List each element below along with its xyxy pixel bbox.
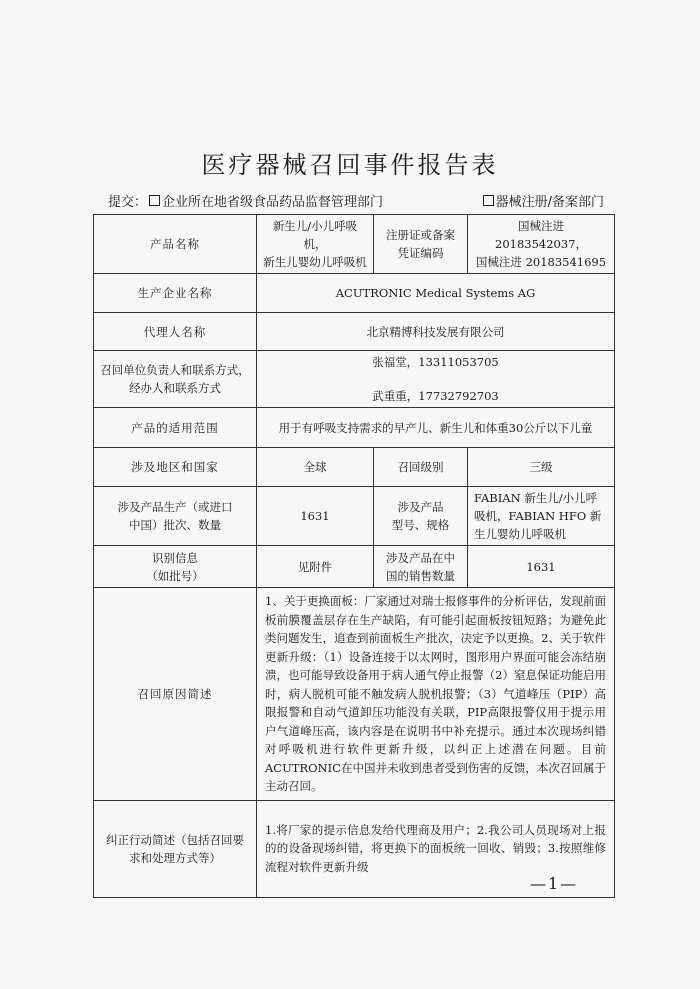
manufacturer-value: ACUTRONIC Medical Systems AG [257,274,615,313]
page-number: —1— [530,874,579,893]
product-name-label: 产品名称 [94,215,257,274]
model-value: FABIAN 新生儿/小儿呼吸机，FABIAN HFO 新生儿婴幼儿呼吸机 [468,487,615,546]
region-value: 全球 [257,448,374,487]
table-row [94,313,615,351]
manufacturer-label: 生产企业名称 [94,274,257,313]
submit-label: 提交： [108,195,148,210]
table-row [94,448,615,487]
contacts-value [257,351,615,408]
recall-report-table [93,214,615,898]
recall-level-value: 三级 [468,448,615,487]
corrective-label: 纠正行动简述（包括召回要 求和处理方式等） [94,800,257,897]
submit-left [108,191,383,210]
contact-2: 武重重，17732792703 [372,389,499,403]
registration-label: 注册证或备案 凭证编码 [374,215,468,274]
submit-right [481,191,608,210]
registration-value: 国械注进 20183542037， 国械注进 20183541695 [468,215,615,274]
page-title: 医疗器械召回事件报告表 [201,151,499,179]
scope-label: 产品的适用范围 [94,408,257,448]
table-row [94,351,615,408]
contact-1: 张福堂，13311053705 [372,355,499,369]
contacts-label: 召回单位负责人和联系方式， 经办人和联系方式 [94,351,257,408]
option-provincial-label: 企业所在地省级食品药品监督管理部门 [162,195,384,210]
table-row [94,546,615,588]
reason-value: 1、关于更换面板：厂家通过对瑞士报修事件的分析评估，发现前面板前膜覆盖层存在生产缺陷，有可能引起面板按钮短路；为避免此类问题发生，追查到前面板生产批次，决定予以更换。2、关于软件更新升级：（1）设备连接于以太网时，图形用户界面可能会冻结崩溃，也可能导致设备用于病人通气停止报警（2）窒息保证功能启用时，病人脱机可能不触发病人脱机报警；（3）气道峰压（PIP）高限报警和自动气道卸压功能没有关联，PIP高限报警仅用于提示用户气道峰压高，该内容是在说明书中补充提示。通过本次现场纠错对呼吸机进行软件更新升级，以纠正上述潜在问题。目前ACUTRONIC在中国并未收到患者受到伤害的反馈，本次召回属于主动召回。 [257,588,615,801]
product-name-value: 新生儿/小儿呼吸机， 新生儿婴幼儿呼吸机 [257,215,374,274]
corrective-value: 1.将厂家的提示信息发给代理商及用户；2.我公司人员现场对上报的的设备现场纠错，将更换下的面板统一回收、销毁；3.按照维修流程对软件更新升级 [257,800,615,897]
table-row [94,588,615,801]
sales-label: 涉及产品在中 国的销售数量 [374,546,468,588]
recall-level-label: 召回级别 [374,448,468,487]
table-row [94,215,615,274]
reason-label: 召回原因简述 [94,588,257,801]
batch-label: 涉及产品生产（或进口 中国）批次、数量 [94,487,257,546]
checkbox-registration[interactable] [483,195,494,206]
checkbox-provincial[interactable] [149,195,160,206]
table-row [94,408,615,448]
model-label: 涉及产品 型号、规格 [374,487,468,546]
identification-label: 识别信息 （如批号） [94,546,257,588]
option-registration-label: 器械注册/备案部门 [495,195,604,210]
agent-value: 北京精博科技发展有限公司 [257,313,615,351]
table-row [94,274,615,313]
agent-label: 代理人名称 [94,313,257,351]
scope-value: 用于有呼吸支持需求的早产儿、新生儿和体重30公斤以下儿童 [257,408,615,448]
table-row [94,487,615,546]
submit-row [108,191,608,210]
region-label: 涉及地区和国家 [94,448,257,487]
batch-value: 1631 [257,487,374,546]
sales-value: 1631 [468,546,615,588]
identification-value: 见附件 [257,546,374,588]
